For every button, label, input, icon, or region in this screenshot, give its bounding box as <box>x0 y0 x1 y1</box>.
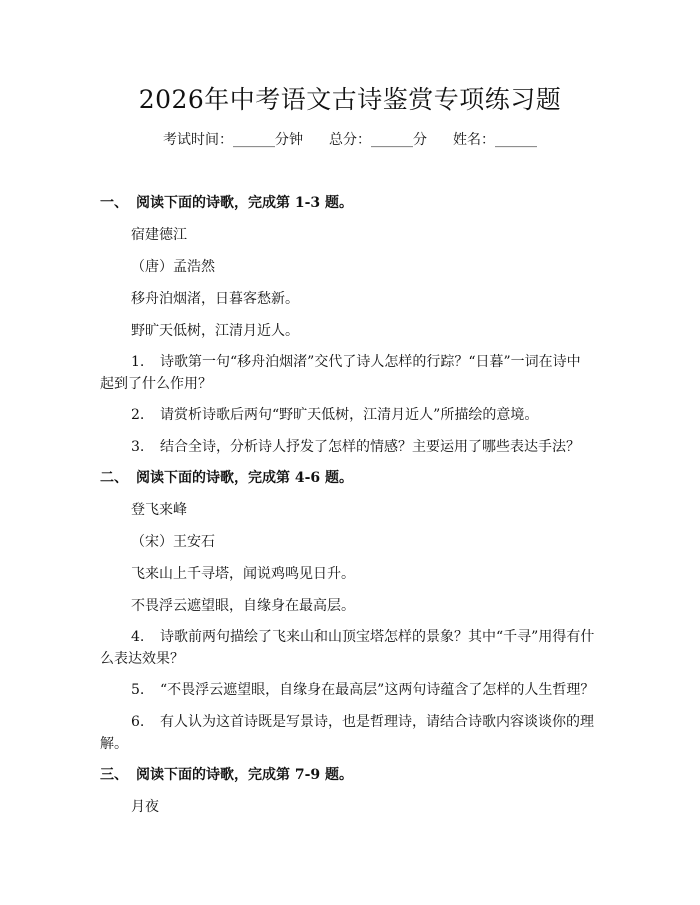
exam-info-line <box>0 130 700 150</box>
section-2-heading <box>100 468 353 488</box>
question-text: 诗歌前两句描绘了飞来山和山顶宝塔怎样的景象？其中“千寻”用得有什 <box>160 629 595 645</box>
question-text: 有人认为这首诗既是写景诗，也是哲理诗，请结合诗歌内容谈谈你的理 <box>160 714 594 730</box>
question-number: 1. <box>131 354 145 370</box>
section-heading-text: 阅读下面的诗歌，完成第 4-6 题。 <box>136 470 354 486</box>
section-number: 二、 <box>100 470 128 486</box>
section-heading-text: 阅读下面的诗歌，完成第 7-9 题。 <box>136 767 354 783</box>
question-3 <box>131 437 580 457</box>
question-4-continued: 么表达效果？ <box>100 651 184 667</box>
question-1-continued: 起到了什么作用？ <box>100 376 212 392</box>
question-number: 4. <box>131 629 145 645</box>
student-name-field: 姓名：______ <box>453 132 537 148</box>
section-3-heading <box>100 765 353 785</box>
poem-line: 野旷天低树，江清月近人。 <box>131 323 299 339</box>
poem-title: 宿建德江 <box>131 227 187 243</box>
poem-author: （唐）孟浩然 <box>131 259 215 275</box>
section-number: 三、 <box>100 767 128 783</box>
question-text: 结合全诗，分析诗人抒发了怎样的情感？主要运用了哪些表达手法？ <box>160 439 580 455</box>
question-text: 诗歌第一句“移舟泊烟渚”交代了诗人怎样的行踪？“日暮”一词在诗中 <box>160 354 581 370</box>
question-6 <box>131 712 594 732</box>
poem-title: 月夜 <box>131 799 159 815</box>
poem-author: （宋）王安石 <box>131 534 215 550</box>
question-6-continued: 解。 <box>100 736 128 752</box>
question-5 <box>131 680 594 700</box>
section-number: 一、 <box>100 195 128 211</box>
question-number: 5. <box>131 682 145 698</box>
question-number: 6. <box>131 714 145 730</box>
question-number: 2. <box>131 407 145 423</box>
poem-line: 移舟泊烟渚，日暮客愁新。 <box>131 291 299 307</box>
total-score-field: 总分：______分 <box>329 132 427 148</box>
question-2 <box>131 405 538 425</box>
question-1 <box>131 352 581 372</box>
section-heading-text: 阅读下面的诗歌，完成第 1-3 题。 <box>136 195 354 211</box>
poem-line: 飞来山上千寻塔，闻说鸡鸣见日升。 <box>131 566 355 582</box>
question-text: 请赏析诗歌后两句“野旷天低树，江清月近人”所描绘的意境。 <box>160 407 539 423</box>
question-text: “不畏浮云遮望眼，自缘身在最高层”这两句诗蕴含了怎样的人生哲理？ <box>160 682 595 698</box>
exam-time-field: 考试时间：______分钟 <box>163 132 303 148</box>
page-title: 2026年中考语文古诗鉴赏专项练习题 <box>138 85 562 114</box>
question-4 <box>131 627 594 647</box>
question-number: 3. <box>131 439 145 455</box>
poem-title: 登飞来峰 <box>131 502 187 518</box>
section-1-heading <box>100 193 353 213</box>
poem-line: 不畏浮云遮望眼，自缘身在最高层。 <box>131 598 355 614</box>
